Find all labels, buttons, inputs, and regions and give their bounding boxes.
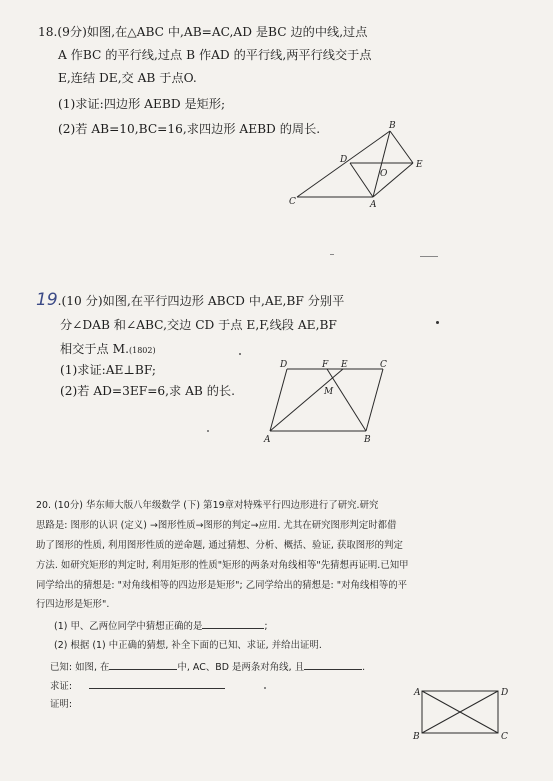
q20-line-4: 方法. 如研究矩形的判定时, 利用矩形的性质"矩形的两条对角线相等"先猜想再证明.已知甲 (36, 560, 409, 571)
scan-speck (264, 687, 266, 689)
q20-line-5: 同学给出的猜想是: "对角线相等的四边形是矩形"; 乙同学给出的猜想是: "对角线相等的平 (36, 580, 408, 591)
q19-label-f: F (322, 360, 329, 370)
q19-label-b: B (364, 435, 371, 445)
q19-code: (1802) (128, 346, 156, 355)
q19-label-c: C (380, 360, 387, 370)
q20-known-c: . (362, 662, 366, 673)
q20-label-a: A (414, 688, 421, 698)
q19-label-e: E (341, 360, 348, 370)
q18-line-4: (1)求证:四边形 AEBD 是矩形; (58, 97, 226, 111)
q18-line-1: 18.(9分)如图,在△ABC 中,AB=AC,AD 是BC 边的中线,过点 (38, 25, 368, 39)
q19-label-m: M (324, 387, 334, 397)
q18-label-c: C (289, 197, 296, 207)
q20-line-1: 20. (10分) 华东师大版八年级数学 (下) 第19章对特殊平行四边形进行了研究.研究 (36, 500, 379, 511)
q20-prove-label: 求证: (50, 681, 73, 692)
q18-line-5: (2)若 AB=10,BC=16,求四边形 AEBD 的周长. (58, 122, 321, 136)
q18-label-a: A (370, 200, 377, 210)
q18-line-3: E,连结 DE,交 AB 于点O. (58, 71, 197, 85)
q19-handwritten-number: 19 (36, 290, 58, 310)
q19-line-4: (1)求证:AE⊥BF; (60, 363, 156, 377)
q19-label-a: A (264, 435, 271, 445)
q20-line-3: 助了图形的性质, 利用图形性质的逆命题, 通过猜想、分析、概括、验证, 获取图形的判定 (36, 540, 403, 551)
q18-line-2: A 作BC 的平行线,过点 B 作AD 的平行线,两平行线交于点 (58, 48, 372, 62)
q18-label-e: E (416, 160, 423, 170)
q20-part-1-text: (1) 甲、乙两位同学中猜想正确的是 (54, 621, 203, 632)
q19-line-2: 分∠DAB 和∠ABC,交边 CD 于点 E,F,线段 AE,BF (60, 318, 337, 332)
q20-line-6: 行四边形是矩形". (36, 599, 110, 610)
q19-line-1-text: .(10 分)如图,在平行四边形 ABCD 中,AE,BF 分别平 (57, 294, 345, 308)
scan-speck (207, 430, 209, 432)
q20-proof: 证明: (50, 699, 73, 710)
scan-speck (436, 321, 439, 324)
q20-label-c: C (501, 732, 508, 742)
q19-label-d: D (280, 360, 288, 370)
scan-speck (239, 353, 241, 355)
q20-label-d: D (501, 688, 509, 698)
q20-line-2: 思路是: 图形的认识 (定义) →图形性质→图形的判定→应用. 尤其在研究图形判定时都借 (36, 520, 397, 531)
q18-label-d: D (340, 155, 348, 165)
q20-part-2: (2) 根据 (1) 中正确的猜想, 补全下面的已知、求证, 并给出证明. (54, 640, 322, 651)
q20-known-a: 已知: 如图, 在 (50, 662, 110, 673)
q18-label-o: O (380, 169, 388, 179)
q20-known-b: 中, AC、BD 是两条对角线, 且 (177, 662, 305, 673)
q20-part-1-end: ; (264, 621, 268, 632)
q19-line-3-text: 相交于点 M. (60, 342, 129, 356)
q18-label-b: B (389, 121, 396, 131)
q19-line-5: (2)若 AD=3EF=6,求 AB 的长. (60, 384, 235, 398)
q20-label-b: B (413, 732, 420, 742)
